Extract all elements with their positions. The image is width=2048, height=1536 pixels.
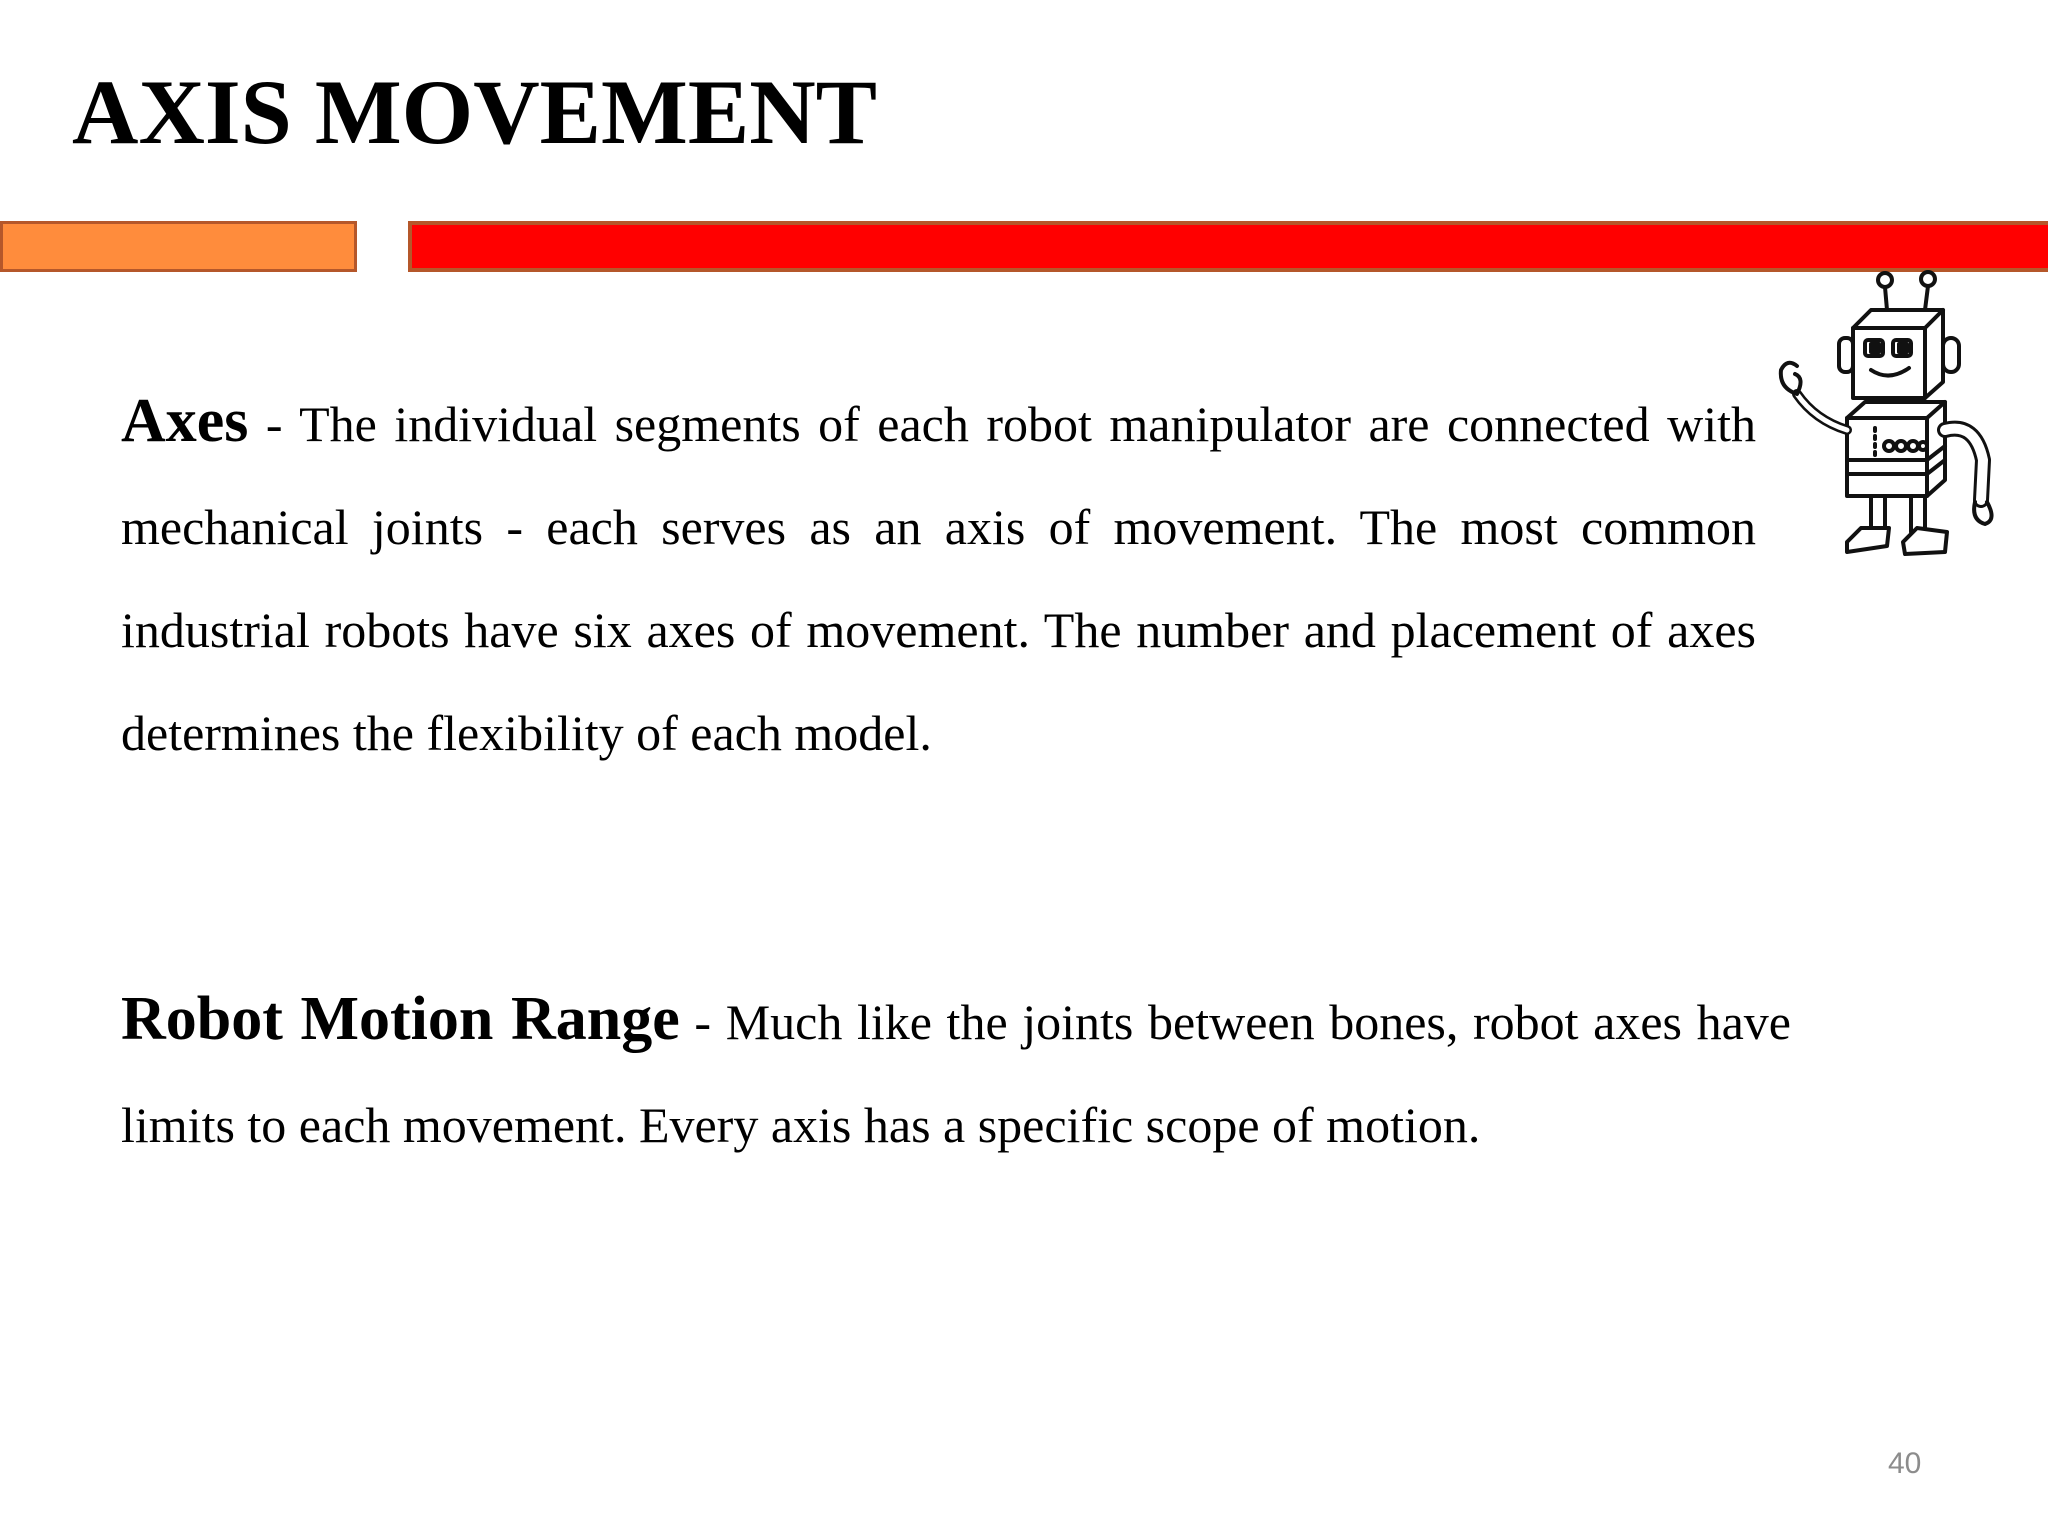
axes-term: Axes xyxy=(121,387,249,455)
motion-range-term: Robot Motion Range xyxy=(121,985,680,1053)
axes-description: The individual segments of each robot manipulator are connected with mechanical joints - each serves as an axis of movement. The most common industrial robots have six axes of movement. The number and placement of axes determines the flexibility of each model. xyxy=(121,396,1756,761)
robot-icon xyxy=(1775,270,2048,565)
red-accent-bar xyxy=(408,221,2048,272)
page-number: 40 xyxy=(1888,1447,1922,1480)
slide-title: AXIS MOVEMENT xyxy=(72,61,878,163)
orange-accent-bar xyxy=(0,221,357,272)
axes-paragraph xyxy=(121,370,1756,785)
motion-range-separator: - xyxy=(679,994,726,1050)
motion-range-description: Much like the joints between bones, robot axes have limits to each movement. Every axis has a specific scope of motion. xyxy=(121,994,1791,1153)
axes-separator: - xyxy=(248,396,300,452)
motion-range-paragraph xyxy=(121,968,1791,1177)
